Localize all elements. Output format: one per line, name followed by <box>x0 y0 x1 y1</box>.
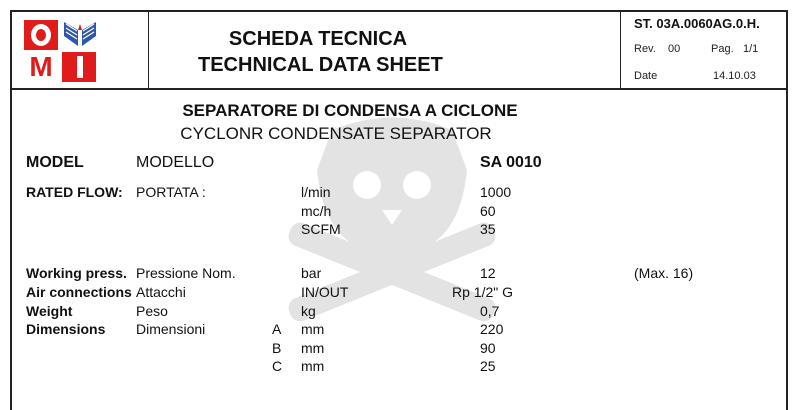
page-value: 1/1 <box>743 43 759 55</box>
page-label: Pag. <box>711 43 734 55</box>
weight-value: 0,7 <box>480 303 500 319</box>
date-label: Date <box>634 70 658 82</box>
product-title-italian: SEPARATORE DI CONDENSA A CICLONE <box>182 101 518 120</box>
air-connections-value: Rp 1/2" G <box>452 284 513 300</box>
air-connections-unit: IN/OUT <box>301 284 349 300</box>
model-label-it: MODELLO <box>136 154 215 171</box>
flow-value: 60 <box>480 203 496 219</box>
date-value: 14.10.03 <box>713 70 756 82</box>
dimension-unit: mm <box>301 358 325 374</box>
title-italian: SCHEDA TECNICA <box>228 28 408 50</box>
dimension-value: 25 <box>480 358 496 374</box>
dimensions-label-en: Dimensions <box>26 321 106 337</box>
rev-label: Rev. <box>634 43 656 55</box>
working-press-label-en: Working press. <box>26 265 127 281</box>
product-title-english: CYCLONR CONDENSATE SEPARATOR <box>180 124 492 143</box>
working-press-unit: bar <box>301 265 322 281</box>
logo-i-cell <box>62 52 96 82</box>
title-english: TECHNICAL DATA SHEET <box>198 54 443 76</box>
dimension-key: A <box>272 321 282 337</box>
flow-value: 1000 <box>480 184 512 200</box>
logo-o-cell <box>24 20 58 50</box>
dimension-key: C <box>272 358 283 374</box>
logo-o-ring <box>31 24 51 46</box>
header-divider-left <box>148 10 149 88</box>
dimension-key: B <box>272 340 282 356</box>
rev-value: 00 <box>668 43 681 55</box>
dimension-value: 220 <box>480 321 504 337</box>
air-connections-label-en: Air connections <box>26 284 132 300</box>
dimensions-label-it: Dimensioni <box>136 321 206 337</box>
model-label-en: MODEL <box>26 154 84 171</box>
weight-label-en: Weight <box>26 303 73 319</box>
flow-unit: SCFM <box>301 221 341 237</box>
working-press-label-it: Pressione Nom. <box>136 265 236 281</box>
logo-letter-m: M <box>24 52 58 82</box>
rated-flow-label-it: PORTATA : <box>136 184 206 200</box>
model-value: SA 0010 <box>480 154 542 171</box>
document-code: ST. 03A.0060AG.0.H. <box>634 16 760 31</box>
flow-unit: l/min <box>301 184 331 200</box>
dimension-unit: mm <box>301 321 325 337</box>
rated-flow-label-en: RATED FLOW: <box>26 184 123 200</box>
working-press-max-note: (Max. 16) <box>634 265 694 281</box>
air-connections-label-it: Attacchi <box>136 284 186 300</box>
working-press-value: 12 <box>480 265 496 281</box>
dimension-value: 90 <box>480 340 496 356</box>
logo-i-bar <box>77 56 83 78</box>
flow-value: 35 <box>480 221 496 237</box>
dimension-unit: mm <box>301 340 325 356</box>
wings-emblem-icon <box>62 18 98 50</box>
weight-unit: kg <box>301 303 316 319</box>
flow-unit: mc/h <box>301 203 332 219</box>
weight-label-it: Peso <box>136 303 168 319</box>
header-divider-right <box>620 10 621 88</box>
header-divider <box>10 88 788 90</box>
